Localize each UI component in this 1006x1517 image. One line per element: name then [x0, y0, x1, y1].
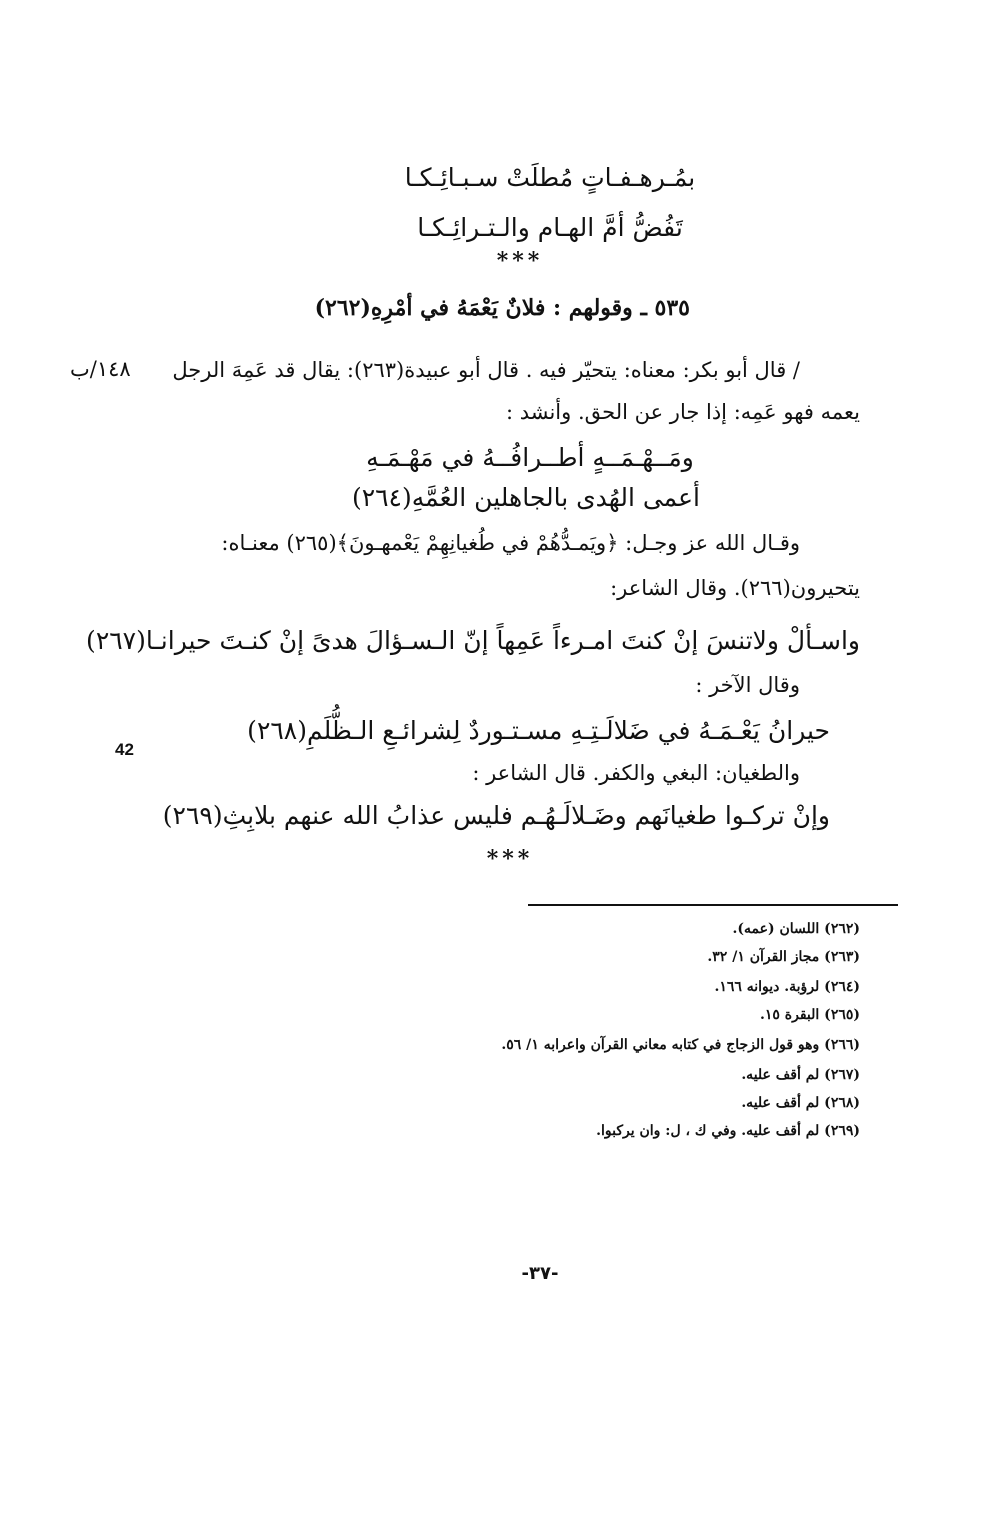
footnote: (٢٦٤) لرؤبة. ديوانه ١٦٦. [714, 979, 860, 995]
section-separator: *** [486, 846, 534, 872]
paragraph-line: والطغيان: البغي والكفر. قال الشاعر : [472, 761, 800, 785]
verse-line: وإنْ تركـوا طغيانَهم وضَـلالَـهُـم فليس عذابُ الله عنهم بلابِثِ(٢٦٩) [162, 801, 830, 830]
footnote: (٢٦٧) لم أقف عليه. [741, 1067, 860, 1083]
verse-line: حيرانُ يَعْـمَـهُ في ضَلالَـتِـهِ مسـتـوردٌ لِشرائـعِ الـظُّلَمِ(٢٦٨) [247, 716, 830, 745]
footnote: (٢٦٩) لم أقف عليه. وفي ك ، ل: وان يركبوا. [596, 1123, 860, 1139]
paragraph-line: / قال أبو بكر: معناه: يتحيّر فيه . قال أبو عبيدة(٢٦٣): يقال قد عَمِهَ الرجل [172, 358, 800, 382]
page-number: -٣٧- [521, 1263, 559, 1284]
margin-page-number: 42 [115, 740, 134, 759]
footnote-rule [528, 904, 898, 906]
footnote: (٢٦٦) وهو قول الزجاج في كتابه معاني القرآن واعرابه ١/ ٥٦. [501, 1037, 860, 1053]
footnote: (٢٦٨) لم أقف عليه. [741, 1095, 860, 1111]
verse-line: بمُـرهـفـاتٍ مُطلَتْ سـبـائِـكـا [404, 163, 696, 192]
paragraph-line: يعمه فهو عَمِه: إذا جار عن الحق. وأنشد : [505, 400, 860, 424]
paragraph-line: وقال الآخر : [695, 673, 800, 697]
verse-line: أعمى الهُدى بالجاهلين العُمَّهِ(٢٦٤) [351, 483, 700, 512]
verse-line: ومَــهْـمَــهٍ أطــرافُــهُ في مَهْـمَـهِ [366, 443, 694, 472]
section-separator: *** [496, 248, 544, 274]
entry-heading: ٥٣٥ ـ وقولهم : فلانٌ يَعْمَهُ في أمْرِهِ(٢٦٢) [314, 295, 690, 321]
folio-marker: ١٤٨/ب [70, 357, 131, 381]
footnote: (٢٦٣) مجاز القرآن ١/ ٣٢. [707, 949, 860, 965]
verse-line: تَفُضُّ أمَّ الهـام والـتـرائِـكـا [417, 213, 683, 242]
paragraph-line: وقـال الله عز وجـل: ﴿ويَمـدُّهُمْ في طُغيانِهِمْ يَعْمهـونَ﴾(٢٦٥) معنـاه: [221, 531, 800, 555]
footnote: (٢٦٢) اللسان (عمه). [732, 921, 860, 937]
paragraph-line: يتحيرون(٢٦٦). وقال الشاعر: [610, 576, 860, 600]
footnote: (٢٦٥) البقرة ١٥. [759, 1007, 860, 1023]
verse-line: واسـألْ ولاتنسَ إنْ كنتَ امـرءاً عَمِهاً إنّ الـسـؤالَ هدىً إنْ كنـتَ حيرانـا(٢٦٧) [86, 626, 860, 655]
